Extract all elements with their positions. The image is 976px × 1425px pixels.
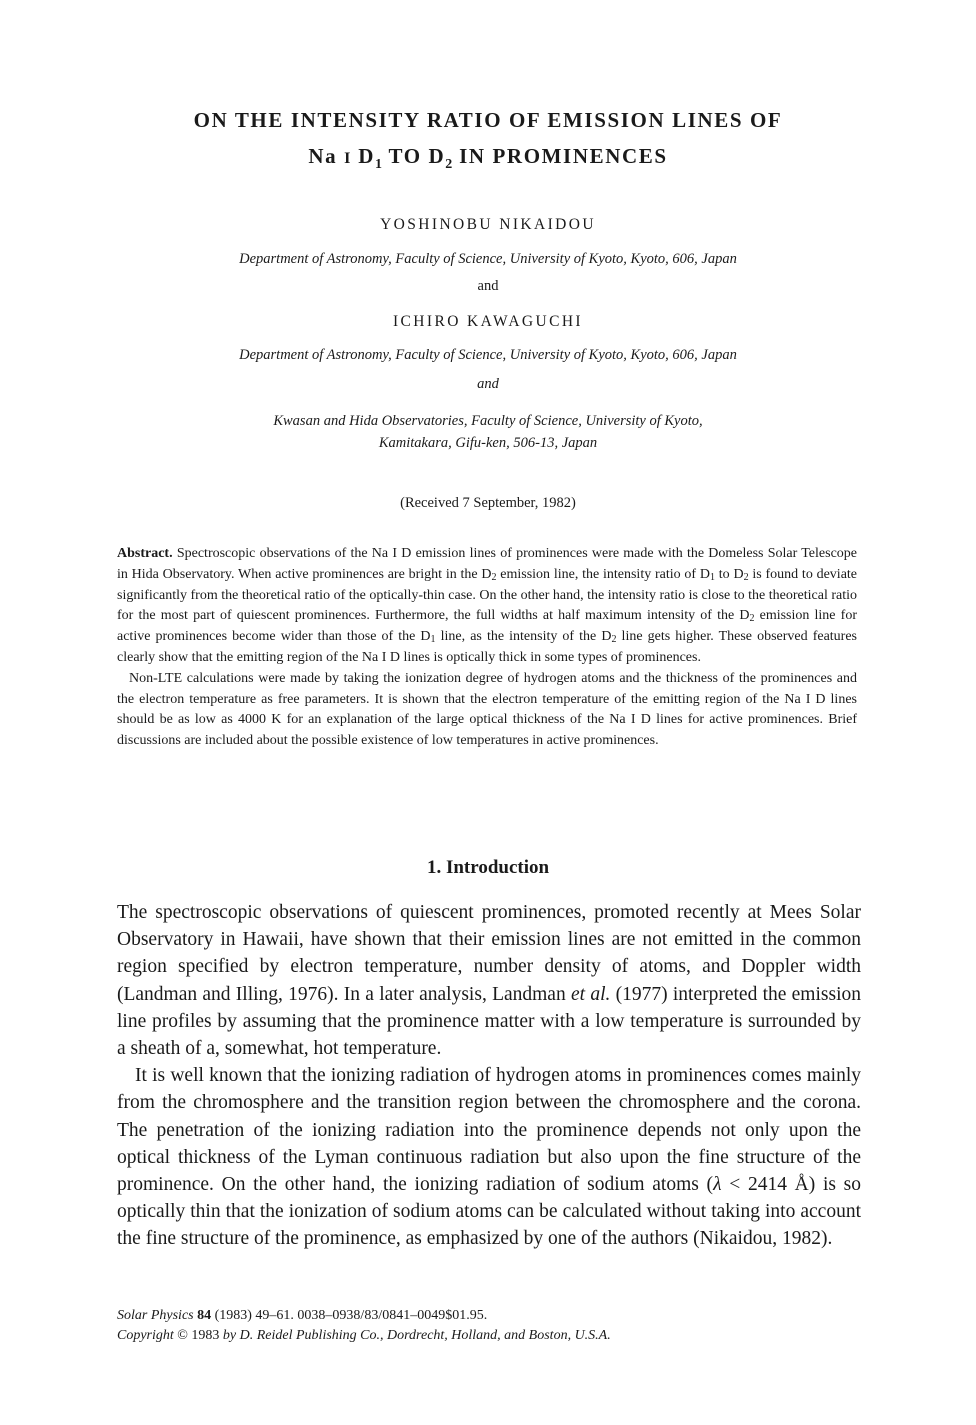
footer-copyright: [117, 1326, 861, 1346]
abstract-text: emission line, the intensity ratio of D: [496, 566, 710, 582]
title-d: D: [358, 144, 375, 168]
title-to-d: TO D: [388, 144, 446, 168]
abstract-sub: 2: [749, 613, 755, 625]
body-text-run: It is well known that the ionizing radiation of hydrogen atoms in prominences comes mainly from the chromosphere and the transition region between the chromosphere and the corona. The penetration of the ionizing radiation into the prominence depends not only upon the optical thickness of the Lyman continuous radiation but also upon the fine structure of the prominence. On the other hand, the ionizing radiation of sodium atoms (: [117, 1065, 861, 1196]
title-sub-1: 1: [374, 157, 382, 173]
abstract-sub: 1: [430, 634, 436, 646]
footer-year: 1983: [187, 1328, 223, 1343]
body-italic: λ: [713, 1174, 722, 1196]
abstract-paragraph-2: Non-LTE calculations were made by taking the ionization degree of hydrogen atoms and the thickness of the prominences and the electron temperature as free parameters. It is shown that the electron temperature of the emitting region of the Na I D lines should be as low as 4000 K for an explanation of the large optical thickness of the Na I D lines for active prominences. Brief discussions are included about the possible existence of low temperatures in active prominences.: [117, 670, 857, 749]
footer-copyright-word: Copyright: [117, 1328, 178, 1343]
abstract-sub: 1: [710, 571, 715, 583]
abstract-text: emission line for active prominences become wider than those of the D: [117, 608, 857, 645]
title-sub-2: 2: [445, 157, 453, 173]
footer-pages: (1983) 49–61. 0038–0938/83/0841–0049$01.95.: [211, 1308, 488, 1323]
abstract-text: line gets higher. These observed features clearly show that the emitting region of the Na I D lines is optically thick in some types of prominences.: [117, 629, 858, 665]
body-text: [117, 899, 861, 1253]
body-italic: et al.: [570, 983, 611, 1005]
author-2-affiliation-2-line-1: Kwasan and Hida Observatories, Faculty of Science, University of Kyoto,: [273, 413, 703, 429]
paper-title-line-2: [0, 144, 976, 173]
body-text-run: The spectroscopic observations of quiescent prominences, promoted recently at Mees Solar Observatory in Hawaii, have shown that their emission lines are not emitted in the common region specified by electron temperature, number density of atoms, and Doppler width (Landman and Illing, 1976). In a later analysis, Landman: [117, 902, 861, 1005]
author-1-name: YOSHINOBU NIKAIDOU: [380, 216, 596, 233]
abstract: [117, 544, 857, 752]
abstract-text: to D: [715, 566, 744, 582]
received-date: (Received 7 September, 1982): [400, 495, 576, 511]
abstract-text: line, as the intensity of the D: [435, 629, 612, 645]
abstract-text: is found to deviate significantly from the theoretical ratio of the optically-thin case. On the other hand, the intensity ratio is close to the theoretical ratio for the most part of quiescent prominences. Furthermore, the full widths at half maximum intensity of the D: [117, 566, 858, 624]
copyright-icon: ©: [177, 1328, 188, 1343]
footer-publisher: by D. Reidel Publishing Co., Dordrecht, Holland, and Boston, U.S.A.: [222, 1328, 611, 1343]
abstract-label: Abstract.: [117, 546, 173, 561]
footer-journal: Solar Physics: [117, 1308, 194, 1323]
title-ion: I: [344, 150, 352, 167]
body-paragraph-1: [117, 899, 861, 1062]
abstract-text: Spectroscopic observations of the Na I D emission lines of prominences were made with the Domeless Solar Telescope in Hida Observatory. When active prominences are bright in the D: [117, 546, 858, 582]
author-2-name: ICHIRO KAWAGUCHI: [393, 313, 583, 330]
abstract-sub: 2: [491, 571, 497, 583]
author-2-affiliation: Department of Astronomy, Faculty of Science, University of Kyoto, Kyoto, 606, Japan: [239, 347, 737, 363]
footer-citation: [117, 1306, 861, 1326]
author-1-affiliation: Department of Astronomy, Faculty of Science, University of Kyoto, Kyoto, 606, Japan: [239, 251, 737, 267]
body-text-run: < 2414 Å) is so optically thin that the ionization of sodium atoms can be calculated without taking into account the fine structure of the prominence, as emphasized by one of the authors (Nikaidou, 1982).: [117, 1174, 862, 1250]
title-na: Na: [308, 144, 338, 168]
body-paragraph-2: [117, 1062, 861, 1252]
abstract-paragraph-1: [117, 544, 857, 669]
abstract-sub: 2: [743, 571, 749, 583]
body-text-run: (1977) interpreted the emission line profiles by assuming that the prominence matter with a low temperature is surrounded by a sheath of a, somewhat, hot temperature.: [117, 983, 861, 1060]
abstract-sub: 2: [611, 634, 617, 646]
paper-title-line-1: ON THE INTENSITY RATIO OF EMISSION LINES OF: [193, 108, 783, 132]
footer: [117, 1306, 861, 1346]
title-suffix: IN PROMINENCES: [459, 144, 668, 168]
author-2-affiliation-2-line-2: Kamitakara, Gifu-ken, 506-13, Japan: [378, 435, 598, 451]
and-separator: and: [477, 278, 499, 294]
and-separator-italic: and: [477, 376, 499, 392]
section-heading: 1. Introduction: [426, 857, 550, 878]
footer-volume: 84: [197, 1308, 212, 1323]
